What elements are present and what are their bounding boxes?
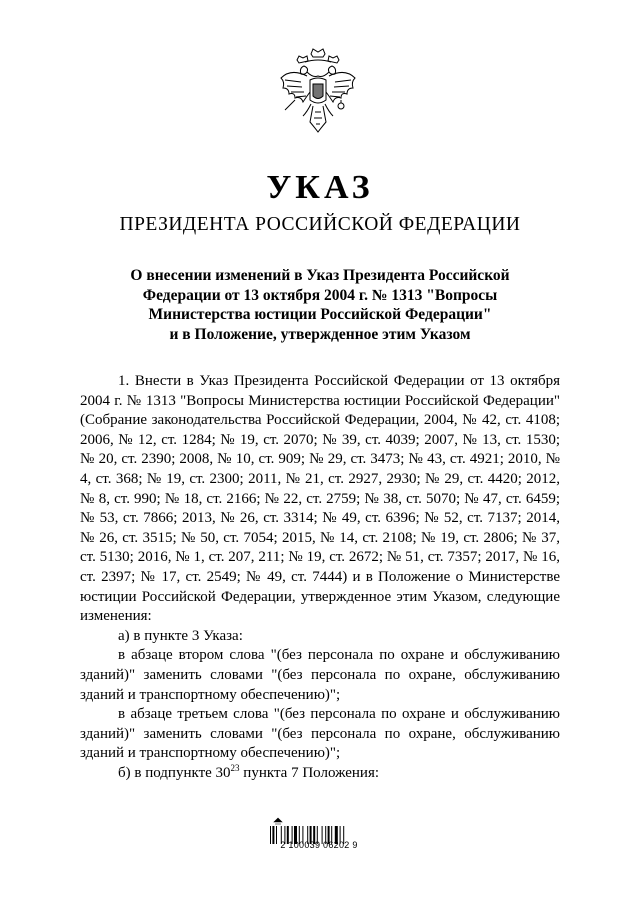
barcode-number: 2 100039 06202 9	[280, 840, 358, 850]
item-a: а) в пункте 3 Указа:	[118, 627, 243, 644]
item-a-paragraph-1: в абзаце втором слова "(без персонала по охране и обслуживанию зданий)" заменить словами "(без персонала по охране, обслуживанию зданий и транспортному обеспечению)";	[80, 647, 560, 703]
item-b-suffix: пункта 7 Положения:	[239, 764, 380, 781]
decree-body	[80, 372, 560, 783]
item-a-paragraph-2: в абзаце третьем слова "(без персонала по охране и обслуживанию зданий)" заменить словами "(без персонала по охране, обслуживанию зданий и транспортному обеспечению)";	[80, 706, 560, 762]
heading-line: О внесении изменений в Указ Президента Российской	[130, 267, 510, 284]
issuer-subtitle: ПРЕЗИДЕНТА РОССИЙСКОЙ ФЕДЕРАЦИИ	[119, 214, 521, 235]
russian-coat-of-arms-icon	[277, 48, 359, 140]
document-type-title: УКАЗ	[266, 169, 374, 206]
heading-line: и в Положение, утвержденное этим Указом	[169, 325, 471, 343]
barcode-icon	[262, 816, 380, 856]
item-b	[80, 764, 560, 784]
item-b-superscript: 23	[230, 762, 240, 773]
heading-line: Федерации от 13 октября 2004 г. № 1313 "Вопросы	[142, 286, 498, 304]
decree-heading	[80, 266, 560, 344]
heading-line: Министерства юстиции Российской Федерации"	[148, 306, 492, 323]
item-b-prefix: б) в подпункте 30	[118, 764, 231, 781]
paragraph-1: 1. Внести в Указ Президента Российской Федерации от 13 октября 2004 г. № 1313 "Вопросы Министерства юстиции Российской Федерации" (Собрание законодательства Российской Федерации, 2004, № 42, ст. 4108; 2006, № 12, ст. 1284; № 19, ст. 2070; № 39, ст. 4039; 2007, № 13, ст. 1530; № 20, ст. 2390; 2008, № 10, ст. 909; № 29, ст. 3473; № 43, ст. 4921; 2010, № 4, ст. 368; № 19, ст. 2300; 2011, № 21, ст. 2927, 2930; № 29, ст. 4420; 2012, № 8, ст. 990; № 18, ст. 2166; № 22, ст. 2759; № 38, ст. 5070; № 47, ст. 6459; № 53, ст. 7866; 2013, № 26, ст. 3314; № 49, ст. 6396; № 52, ст. 7137; 2014, № 26, ст. 3515; № 50, ст. 7054; 2015, № 14, ст. 2108; № 19, ст. 2806; № 37, ст. 5130; 2016, № 1, ст. 207, 211; № 19, ст. 2672; № 51, ст. 7357; 2017, № 16, ст. 2397; № 17, ст. 2549; № 49, ст. 7444) и в Положение о Министерстве юстиции Российской Федерации, утвержденное этим Указом, следующие изменения:	[80, 373, 560, 625]
